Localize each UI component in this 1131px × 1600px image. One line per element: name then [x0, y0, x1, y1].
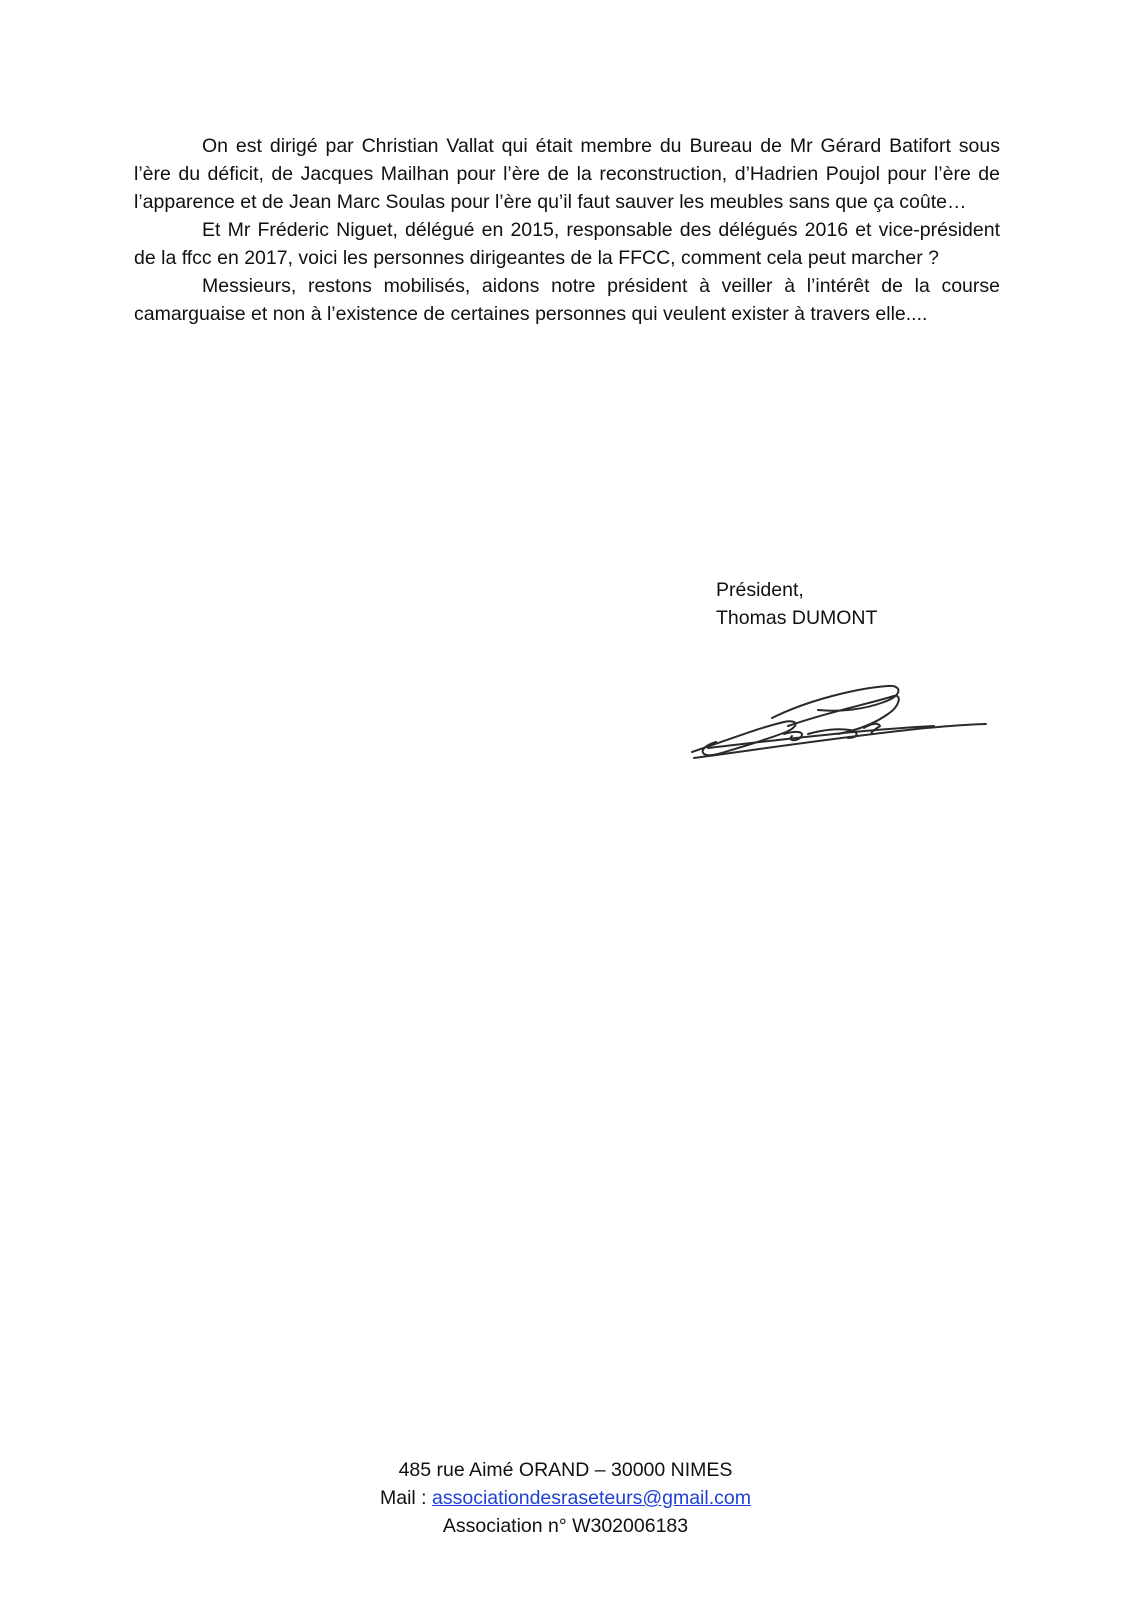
- handwritten-signature: [688, 682, 988, 782]
- footer-address: 485 rue Aimé ORAND – 30000 NIMES: [398, 1459, 733, 1481]
- email-link[interactable]: associationdesraseteurs@gmail.com: [432, 1487, 751, 1509]
- mail-label: Mail :: [380, 1487, 427, 1509]
- signature-block: [716, 576, 877, 632]
- footer-mail-line: [0, 1484, 1131, 1512]
- paragraph-1: On est dirigé par Christian Vallat qui était membre du Bureau de Mr Gérard Batifort sous l’ère du déficit, de Jacques Mailhan pour l’ère de la reconstruction, d’Hadrien Poujol pour l’ère de l’apparence et de Jean Marc Soulas pour l’ère qu’il faut sauver les meubles sans que ça coûte…: [134, 135, 1000, 213]
- letter-footer: [0, 1456, 1131, 1540]
- paragraph-2: Et Mr Fréderic Niguet, délégué en 2015, responsable des délégués 2016 et vice-président de la ffcc en 2017, voici les personnes dirigeantes de la FFCC, comment cela peut marcher ?: [134, 219, 1000, 269]
- signer-title: Président,: [716, 579, 804, 601]
- paragraph-3: Messieurs, restons mobilisés, aidons notre président à veiller à l’intérêt de la course camarguaise et non à l’existence de certaines personnes qui veulent exister à travers elle....: [134, 275, 1000, 325]
- footer-association-number: Association n° W302006183: [442, 1515, 689, 1537]
- signer-name: Thomas DUMONT: [716, 607, 878, 629]
- letter-body: [134, 132, 1000, 328]
